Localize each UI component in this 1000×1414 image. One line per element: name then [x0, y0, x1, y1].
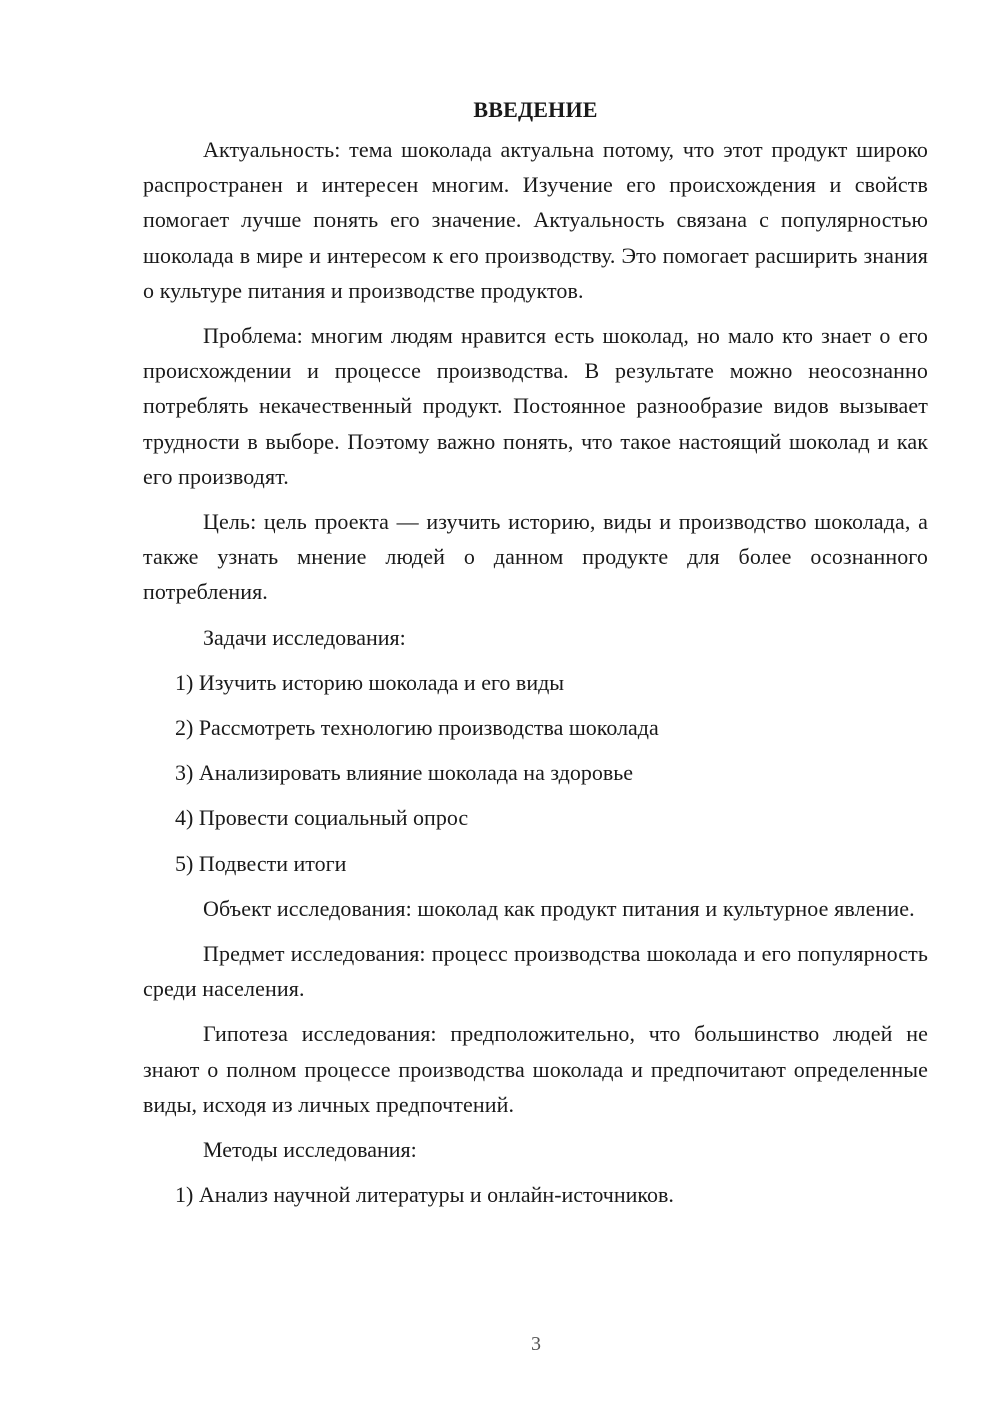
subject-paragraph: Предмет исследования: процесс производства шоколада и его популярность среди населения.: [143, 941, 928, 1002]
relevance-paragraph: Актуальность: тема шоколада актуальна потому, что этот продукт широко распространен и интересен многим. Изучение его происхождения и свойств помогает лучше понять его значение. Актуальность связана с популярностью шоколада в мире и интересом к его производству. Это помогает расширить знания о культуре питания и производстве продуктов.: [143, 137, 928, 303]
goal-paragraph: Цель: цель проекта — изучить историю, виды и производство шоколада, а также узнать мнение людей о данном продукте для более осознанного потребления.: [143, 509, 928, 605]
task-item: 5) Подвести итоги: [175, 850, 347, 876]
tasks-list: [143, 665, 928, 881]
page-title: ВВЕДЕНИЕ: [473, 97, 598, 122]
task-item: 2) Рассмотреть технологию производства шоколада: [175, 715, 659, 741]
problem-paragraph: Проблема: многим людям нравится есть шоколад, но мало кто знает о его происхождении и процессе производства. В результате можно неосознанно потреблять некачественный продукт. Постоянное разнообразие видов вызывает трудности в выборе. Поэтому важно понять, что такое настоящий шоколад и как его производят.: [143, 323, 928, 489]
document-page: [143, 92, 928, 1222]
tasks-label: Задачи исследования:: [203, 624, 406, 650]
task-item: 1) Изучить историю шоколада и его виды: [175, 669, 565, 695]
methods-label: Методы исследования:: [203, 1137, 417, 1163]
methods-list: [143, 1177, 928, 1212]
object-paragraph: Объект исследования: шоколад как продукт питания и культурное явление.: [203, 895, 915, 921]
task-item: 3) Анализировать влияние шоколада на здоровье: [175, 760, 634, 786]
method-item: 1) Анализ научной литературы и онлайн-источников.: [175, 1182, 674, 1208]
hypothesis-paragraph: Гипотеза исследования: предположительно, что большинство людей не знают о полном процессе производства шоколада и предпочитают определенные виды, исходя из личных предпочтений.: [143, 1021, 928, 1117]
task-item: 4) Провести социальный опрос: [175, 805, 469, 831]
page-number: 3: [531, 1333, 541, 1355]
